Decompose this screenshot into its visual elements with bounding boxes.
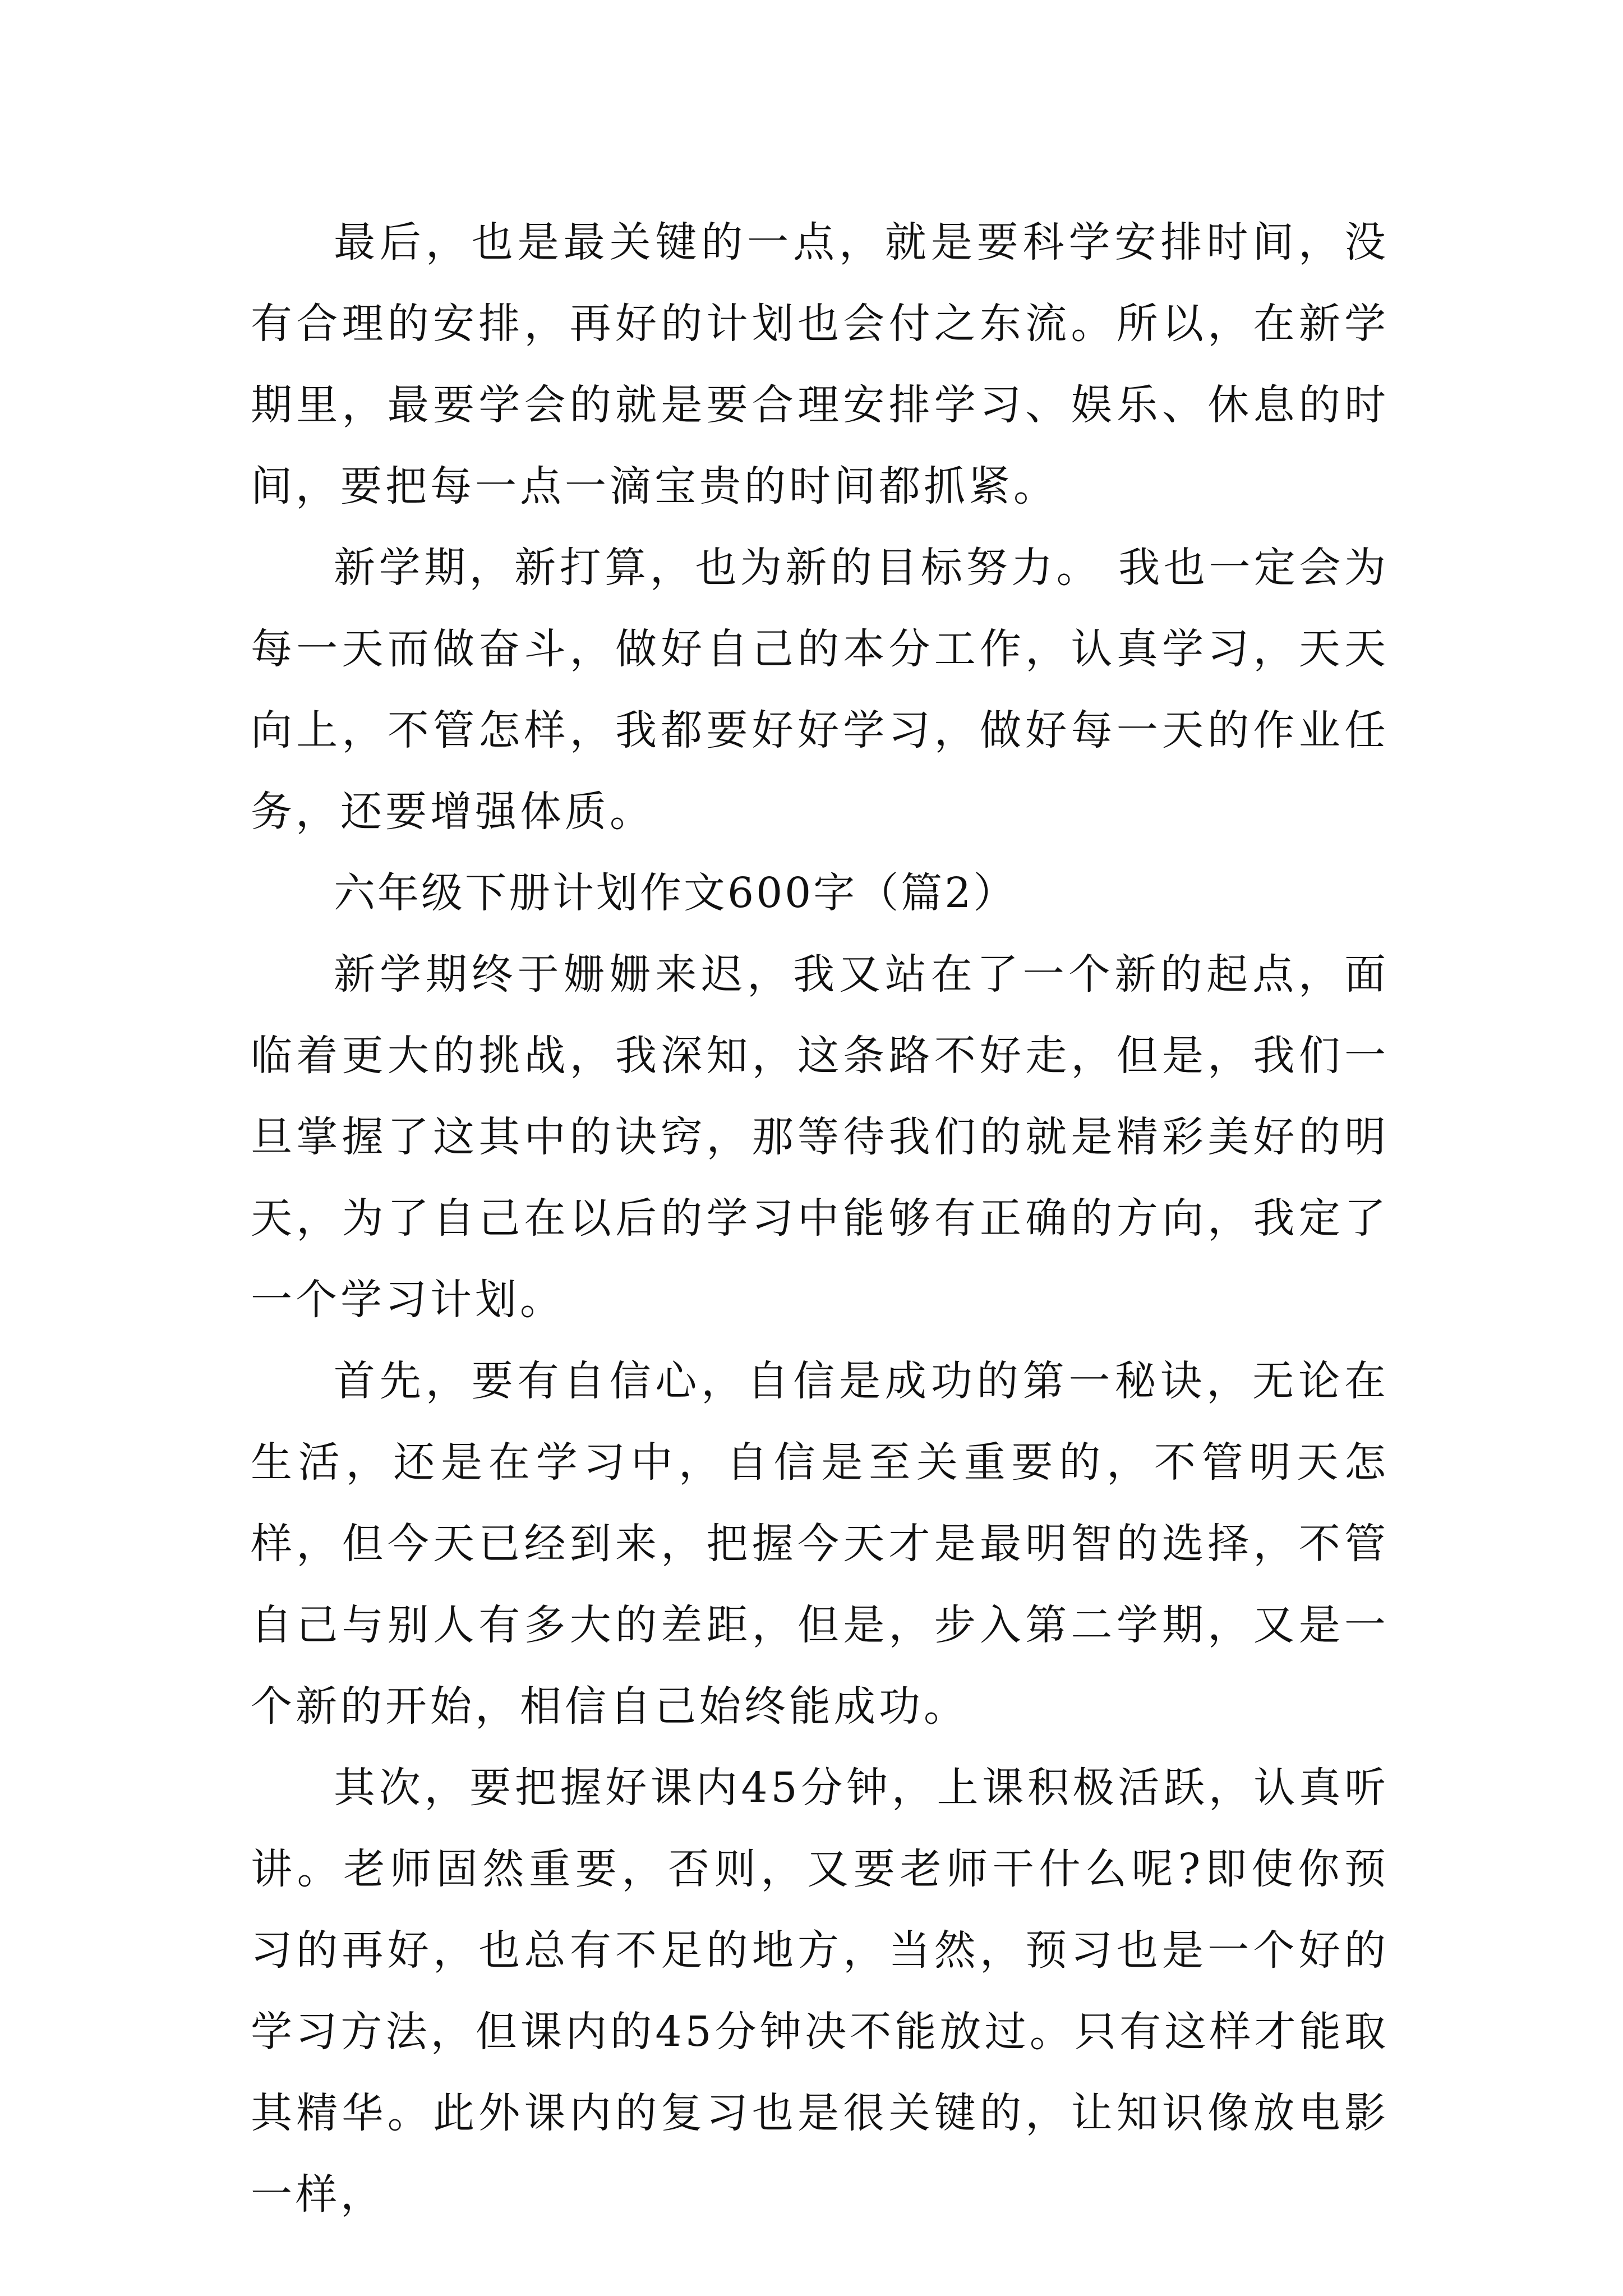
paragraph-time-management: 最后，也是最关键的一点，就是要科学安排时间，没有合理的安排，再好的计划也会付之东流。所以，在新学期里，最要学会的就是要合理安排学习、娱乐、休息的时间，要把每一点一滴宝贵的时间都抓紧。 [251,218,1389,510]
document-body [251,202,1389,2235]
paragraph-self-confidence: 首先，要有自信心，自信是成功的第一秘诀，无论在生活，还是在学习中，自信是至关重要的，不管明天怎样，但今天已经到来，把握今天才是最明智的选择，不管自己与别人有多大的差距，但是，步入第二学期，又是一个新的开始，相信自己始终能成功。 [251,1357,1389,1731]
paragraph-new-semester-goals: 新学期，新打算，也为新的目标努力。 我也一定会为每一天而做奋斗，做好自己的本分工作，认真学习，天天向上，不管怎样，我都要好好学习，做好每一天的作业任务，还要增强体质。 [251,544,1389,836]
paragraph-class-time: 其次，要把握好课内45分钟，上课积极活跃，认真听讲。老师固然重要，否则，又要老师干什么呢?即使你预习的再好，也总有不足的地方，当然，预习也是一个好的学习方法，但课内的45分钟决不能放过。只有这样才能取其精华。此外课内的复习也是很关键的，让知识像放电影一样， [251,1764,1389,2219]
paragraph-new-starting-point: 新学期终于姗姗来迟，我又站在了一个新的起点，面临着更大的挑战，我深知，这条路不好走，但是，我们一旦掌握了这其中的诀窍，那等待我们的就是精彩美好的明天，为了自己在以后的学习中能够有正确的方向，我定了一个学习计划。 [251,950,1389,1324]
essay-heading: 六年级下册计划作文600字（篇2） [334,869,1017,917]
